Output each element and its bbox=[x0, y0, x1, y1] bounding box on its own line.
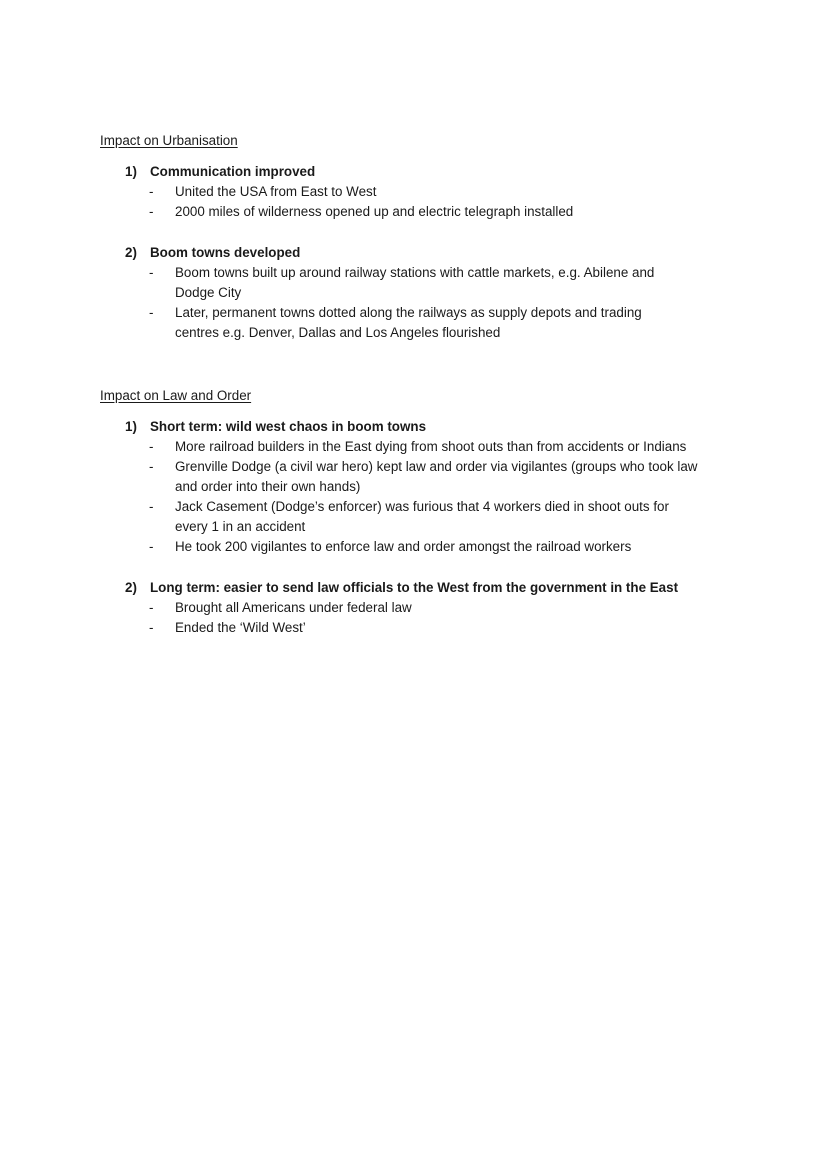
item-title-text: Communication improved bbox=[150, 164, 316, 179]
item-number: 2) bbox=[125, 580, 137, 595]
item-title bbox=[125, 417, 740, 437]
bullet-list bbox=[125, 598, 740, 638]
bullet-item bbox=[125, 263, 665, 303]
urbanisation-item-1 bbox=[125, 162, 740, 222]
bullet-item bbox=[125, 618, 740, 638]
bullet-text: United the USA from East to West bbox=[175, 184, 377, 199]
bullet-dash: - bbox=[149, 600, 154, 615]
bullet-dash: - bbox=[149, 184, 154, 199]
bullet-list bbox=[125, 437, 705, 557]
urbanisation-item-2 bbox=[125, 243, 740, 343]
bullet-text: Later, permanent towns dotted along the railways as supply depots and trading centres e.g. Denver, Dallas and Los Angeles flourished bbox=[175, 305, 642, 340]
item-title-text: Long term: easier to send law officials to the West from the government in the East bbox=[150, 580, 679, 595]
bullet-dash: - bbox=[149, 204, 154, 219]
bullet-dash: - bbox=[149, 305, 154, 320]
bullet-list bbox=[125, 263, 665, 343]
section-heading: Impact on Urbanisation bbox=[100, 133, 238, 148]
bullet-item bbox=[125, 182, 740, 202]
item-title-text: Boom towns developed bbox=[150, 245, 301, 260]
bullet-item bbox=[125, 457, 705, 497]
bullet-item bbox=[125, 303, 665, 343]
section-law-and-order bbox=[100, 386, 740, 638]
bullet-item bbox=[125, 202, 740, 222]
item-title bbox=[125, 162, 740, 182]
bullet-item bbox=[125, 497, 705, 537]
item-title bbox=[125, 243, 740, 263]
bullet-text: He took 200 vigilantes to enforce law and order amongst the railroad workers bbox=[175, 539, 632, 554]
bullet-item bbox=[125, 537, 705, 557]
bullet-text: Brought all Americans under federal law bbox=[175, 600, 412, 615]
bullet-dash: - bbox=[149, 539, 154, 554]
law-item-2 bbox=[125, 578, 740, 638]
bullet-dash: - bbox=[149, 499, 154, 514]
bullet-text: Jack Casement (Dodge’s enforcer) was furious that 4 workers died in shoot outs for every 1 in an accident bbox=[175, 499, 669, 534]
bullet-item bbox=[125, 598, 740, 618]
bullet-dash: - bbox=[149, 265, 154, 280]
bullet-list bbox=[125, 182, 740, 222]
bullet-dash: - bbox=[149, 439, 154, 454]
bullet-text: Ended the ‘Wild West’ bbox=[175, 620, 306, 635]
bullet-text: More railroad builders in the East dying from shoot outs than from accidents or Indians bbox=[175, 439, 687, 454]
item-number: 1) bbox=[125, 419, 137, 434]
bullet-item bbox=[125, 437, 705, 457]
bullet-text: 2000 miles of wilderness opened up and electric telegraph installed bbox=[175, 204, 574, 219]
bullet-text: Grenville Dodge (a civil war hero) kept law and order via vigilantes (groups who took law and order into their own hands) bbox=[175, 459, 698, 494]
section-urbanisation bbox=[100, 131, 740, 343]
item-title bbox=[125, 578, 740, 598]
bullet-dash: - bbox=[149, 620, 154, 635]
item-number: 2) bbox=[125, 245, 137, 260]
law-item-1 bbox=[125, 417, 740, 557]
bullet-dash: - bbox=[149, 459, 154, 474]
item-title-text: Short term: wild west chaos in boom towns bbox=[150, 419, 427, 434]
item-number: 1) bbox=[125, 164, 137, 179]
section-heading: Impact on Law and Order bbox=[100, 388, 252, 403]
bullet-text: Boom towns built up around railway stations with cattle markets, e.g. Abilene and Dodge City bbox=[175, 265, 655, 300]
